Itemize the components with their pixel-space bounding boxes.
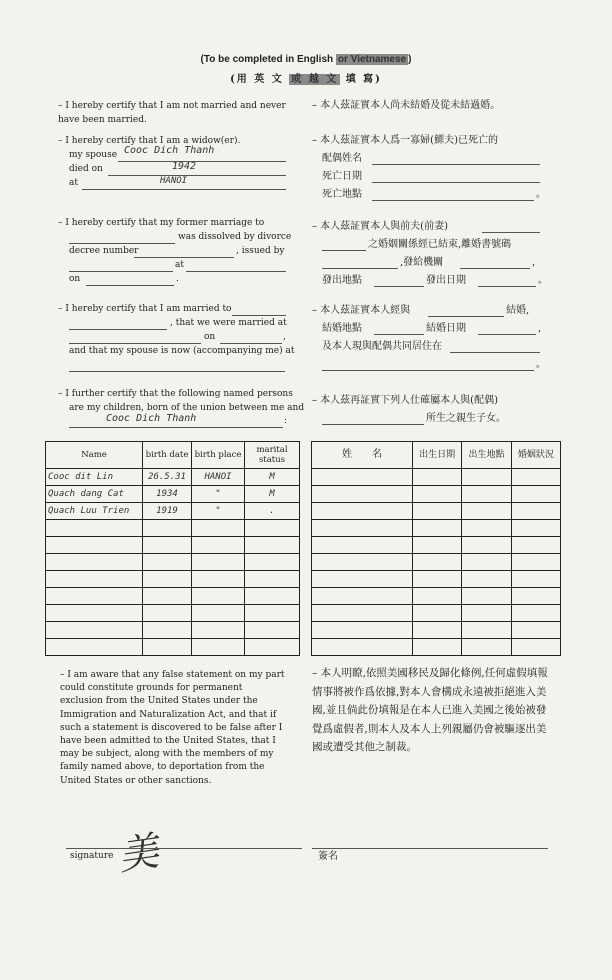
zh-child-name-cell[interactable]: [312, 605, 413, 622]
table-row: [312, 503, 561, 520]
divorce-en-line4: at: [175, 260, 184, 270]
zh-child-marital-cell[interactable]: [511, 588, 560, 605]
child-marital-cell[interactable]: [245, 554, 300, 571]
table-row: [312, 605, 561, 622]
married-zh-line3: 及本人現與配偶共同居住在: [322, 341, 442, 352]
child-marital-cell[interactable]: [245, 588, 300, 605]
table-row: [46, 537, 300, 554]
divorce-en-line5a: on: [69, 274, 81, 284]
child-birthplace-cell[interactable]: [192, 639, 245, 656]
zh-child-birthdate-cell[interactable]: [413, 554, 462, 571]
zh-child-marital-cell[interactable]: [511, 503, 560, 520]
child-marital-cell[interactable]: [245, 622, 300, 639]
child-name-cell[interactable]: [46, 622, 143, 639]
zh-child-birthplace-cell[interactable]: [462, 588, 511, 605]
zh-child-name-cell[interactable]: [312, 503, 413, 520]
child-marital-cell[interactable]: M: [245, 486, 300, 503]
title-en-redacted: or Vietnamese: [337, 54, 407, 65]
table-row: [312, 571, 561, 588]
widow-zh-end: 。: [536, 189, 546, 200]
form-title-english: [0, 54, 612, 65]
children-en-line2: are my children, born of the union between me and: [69, 403, 305, 413]
zh-child-name-cell[interactable]: [312, 520, 413, 537]
married-zh-line4: 。: [536, 359, 546, 370]
not-married-zh: – 本人茲証實本人尚未結婚及從未結過婚。: [312, 100, 501, 111]
child-birthdate-cell[interactable]: [143, 639, 192, 656]
zh-child-name-cell[interactable]: [312, 469, 413, 486]
child-marital-cell[interactable]: .: [245, 503, 300, 520]
child-birthdate-cell[interactable]: [143, 554, 192, 571]
zh-child-marital-cell[interactable]: [511, 571, 560, 588]
zh-child-birthdate-cell[interactable]: [413, 571, 462, 588]
table-row: [46, 639, 300, 656]
zh-child-birthdate-cell[interactable]: [413, 469, 462, 486]
title-zh-suffix: 填 寫): [340, 74, 382, 85]
child-marital-cell[interactable]: [245, 520, 300, 537]
divorce-en-line1: – I hereby certify that my former marriage to: [58, 218, 265, 228]
zh-child-birthplace-cell[interactable]: [462, 469, 511, 486]
zh-child-birthdate-cell[interactable]: [413, 486, 462, 503]
table-row: [46, 622, 300, 639]
table-row: [312, 537, 561, 554]
children-table-zh: [311, 441, 561, 656]
title-zh-text: (用 英 文: [230, 74, 290, 85]
zh-child-birthplace-cell[interactable]: [462, 537, 511, 554]
children-spouse-value[interactable]: Cooc Dich Thanh: [106, 413, 197, 424]
divorce-en-line3a: decree number: [69, 246, 139, 256]
child-birthplace-cell[interactable]: [192, 554, 245, 571]
married-zh-line2c: ,: [538, 323, 542, 334]
zh-child-name-cell[interactable]: [312, 571, 413, 588]
table-row: [46, 554, 300, 571]
col-birthdate-header: birth date: [143, 442, 192, 469]
table-row: [312, 469, 561, 486]
divorce-en-line3b: , issued by: [236, 246, 285, 256]
child-birthplace-cell[interactable]: ": [192, 486, 245, 503]
married-zh-line1b: 結婚,: [506, 305, 530, 316]
married-en-line1: – I hereby certify that I am married to: [58, 304, 232, 314]
child-name-cell[interactable]: [46, 520, 143, 537]
married-en-line3: on: [204, 332, 216, 342]
zh-child-marital-cell[interactable]: [511, 486, 560, 503]
child-birthplace-cell[interactable]: HANOI: [192, 469, 245, 486]
zh-child-birthplace-cell[interactable]: [462, 486, 511, 503]
table-row: [46, 469, 300, 486]
divorce-en-line2: was dissolved by divorce: [178, 232, 292, 242]
table-row: [46, 520, 300, 537]
child-birthplace-cell[interactable]: [192, 588, 245, 605]
zh-child-birthdate-cell[interactable]: [413, 503, 462, 520]
divorce-en-line5b: .: [176, 274, 179, 284]
table-row: [46, 486, 300, 503]
col-birthplace-header: birth place: [192, 442, 245, 469]
married-en-line2: , that we were married at: [170, 318, 287, 328]
married-zh-line1: – 本人茲証實本人經與: [312, 305, 411, 316]
table-row: [312, 622, 561, 639]
table-row: [312, 554, 561, 571]
divorce-zh-line4a: 發出地點: [322, 275, 362, 286]
child-birthdate-cell[interactable]: [143, 537, 192, 554]
zh-child-marital-cell[interactable]: [511, 537, 560, 554]
signature-label-zh: 簽名: [318, 851, 338, 862]
child-birthplace-cell[interactable]: ": [192, 503, 245, 520]
child-marital-cell[interactable]: [245, 571, 300, 588]
table-row: [312, 486, 561, 503]
table-row: [312, 520, 561, 537]
zh-child-birthdate-cell[interactable]: [413, 588, 462, 605]
child-birthplace-cell[interactable]: [192, 520, 245, 537]
married-en-line3b: ,: [283, 332, 286, 342]
zh-col-name-header: 姓 名: [312, 442, 413, 469]
table-row: [46, 588, 300, 605]
title-en-text: (To be completed in English: [200, 54, 336, 65]
children-en-line1: – I further certify that the following named persons: [58, 389, 293, 399]
child-birthdate-cell[interactable]: [143, 622, 192, 639]
child-birthdate-cell[interactable]: [143, 520, 192, 537]
child-marital-cell[interactable]: M: [245, 469, 300, 486]
zh-child-birthdate-cell[interactable]: [413, 605, 462, 622]
child-birthplace-cell[interactable]: [192, 571, 245, 588]
zh-child-birthplace-cell[interactable]: [462, 554, 511, 571]
zh-col-birthdate-header: 出生日期: [413, 442, 462, 469]
child-name-cell[interactable]: [46, 639, 143, 656]
children-zh-line2: 所生之親生子女。: [426, 413, 506, 424]
title-en-suffix: ): [408, 54, 412, 65]
zh-col-marital-header: 婚姻狀況: [511, 442, 560, 469]
child-name-cell[interactable]: [46, 537, 143, 554]
zh-child-birthdate-cell[interactable]: [413, 537, 462, 554]
widow-died-label: died on: [69, 164, 103, 174]
widow-en-line1: – I hereby certify that I am a widow(er).: [58, 136, 241, 146]
zh-child-name-cell[interactable]: [312, 588, 413, 605]
divorce-zh-line3: ,發給機關: [400, 257, 444, 268]
widow-spouse-label: my spouse: [69, 150, 118, 160]
zh-child-birthplace-cell[interactable]: [462, 571, 511, 588]
zh-child-birthdate-cell[interactable]: [413, 639, 462, 656]
children-en-colon: :: [284, 416, 288, 426]
col-name-header: Name: [46, 442, 143, 469]
widow-at-value[interactable]: HANOI: [160, 176, 188, 186]
zh-child-birthdate-cell[interactable]: [413, 520, 462, 537]
divorce-zh-line1: – 本人茲証實本人與前夫(前妻): [312, 221, 448, 232]
child-name-cell[interactable]: Quach Luu Trien: [46, 503, 143, 520]
zh-child-name-cell[interactable]: [312, 486, 413, 503]
widow-zh-spouse: 配偶姓名: [322, 153, 362, 164]
children-zh-line1: – 本人茲再証實下列人仕確屬本人與(配偶): [312, 395, 498, 406]
married-en-line4: and that my spouse is now (accompanying me) at: [69, 346, 295, 356]
child-birthdate-cell[interactable]: 26.5.31: [143, 469, 192, 486]
zh-child-birthplace-cell[interactable]: [462, 503, 511, 520]
married-zh-line2a: 結婚地點: [322, 323, 362, 334]
table-row: [46, 503, 300, 520]
widow-spouse-value[interactable]: Cooc Dich Thanh: [124, 145, 215, 156]
child-name-cell[interactable]: [46, 571, 143, 588]
divorce-zh-line3b: ,: [532, 257, 536, 268]
widow-zh-line1: – 本人茲証實本人爲一寡婦(鰥夫)已死亡的: [312, 135, 498, 146]
child-name-cell[interactable]: Cooc dit Lin: [46, 469, 143, 486]
zh-child-name-cell[interactable]: [312, 554, 413, 571]
col-marital-header: marital status: [245, 442, 300, 469]
divorce-zh-line4b: 發出日期: [426, 275, 466, 286]
divorce-zh-line4c: 。: [538, 275, 548, 286]
widow-zh-date: 死亡日期: [322, 171, 362, 182]
child-name-cell[interactable]: [46, 588, 143, 605]
table-row: [46, 605, 300, 622]
declaration-zh: – 本人明瞭,依照美國移民及歸化條例,任何虛假填報情事將被作爲依據,對本人會構成永遠被拒絕進入美國,並且倘此份填報是在本人已進入美國之後始被發覺爲虛假者,則本人及本人上列親屬仍會被驅逐出美國或遭受其他之制裁。: [312, 667, 548, 753]
table-row: [312, 588, 561, 605]
child-marital-cell[interactable]: [245, 639, 300, 656]
zh-child-birthplace-cell[interactable]: [462, 622, 511, 639]
zh-child-name-cell[interactable]: [312, 537, 413, 554]
child-name-cell[interactable]: Quach dang Cat: [46, 486, 143, 503]
widow-at-label: at: [69, 178, 78, 188]
married-zh-line2b: 結婚日期: [426, 323, 466, 334]
zh-child-marital-cell[interactable]: [511, 622, 560, 639]
child-name-cell[interactable]: [46, 554, 143, 571]
child-birthplace-cell[interactable]: [192, 605, 245, 622]
child-birthplace-cell[interactable]: [192, 537, 245, 554]
zh-child-marital-cell[interactable]: [511, 605, 560, 622]
table-row: [312, 639, 561, 656]
child-birthdate-cell[interactable]: 1934: [143, 486, 192, 503]
zh-child-birthdate-cell[interactable]: [413, 622, 462, 639]
child-birthplace-cell[interactable]: [192, 622, 245, 639]
child-birthdate-cell[interactable]: [143, 605, 192, 622]
child-birthdate-cell[interactable]: [143, 571, 192, 588]
not-married-en: – I hereby certify that I am not married and never have been married.: [58, 101, 286, 125]
child-name-cell[interactable]: [46, 605, 143, 622]
zh-child-marital-cell[interactable]: [511, 554, 560, 571]
zh-child-birthplace-cell[interactable]: [462, 520, 511, 537]
widow-died-value[interactable]: 1942: [172, 161, 197, 172]
signature-label-en: signature: [70, 851, 114, 861]
zh-child-name-cell[interactable]: [312, 622, 413, 639]
title-zh-redacted: 或 越 文: [291, 74, 339, 85]
table-row: [46, 571, 300, 588]
zh-col-birthplace-header: 出生地點: [462, 442, 511, 469]
zh-child-birthplace-cell[interactable]: [462, 605, 511, 622]
declaration-en: – I am aware that any false statement on my part could constitute grounds for permanent exclusion from the United States under the Immigration and Naturalization Act, and that if such a statement is discovered to be false after I have been admitted to the United States, that I may be subject, along with the members of my family named above, to deportation from the United States or other sanctions.: [60, 670, 285, 786]
zh-child-marital-cell[interactable]: [511, 639, 560, 656]
zh-child-marital-cell[interactable]: [511, 469, 560, 486]
children-table-en: [45, 441, 300, 656]
form-title-chinese: [0, 70, 612, 85]
zh-child-birthplace-cell[interactable]: [462, 639, 511, 656]
zh-child-marital-cell[interactable]: [511, 520, 560, 537]
child-birthdate-cell[interactable]: 1919: [143, 503, 192, 520]
widow-zh-place: 死亡地點: [322, 189, 362, 200]
divorce-zh-line2: 之婚姻關係經已結束,離婚書號碼: [368, 239, 512, 250]
signature-mark: 美: [115, 828, 162, 880]
child-birthdate-cell[interactable]: [143, 588, 192, 605]
child-marital-cell[interactable]: [245, 537, 300, 554]
zh-child-name-cell[interactable]: [312, 639, 413, 656]
child-marital-cell[interactable]: [245, 605, 300, 622]
